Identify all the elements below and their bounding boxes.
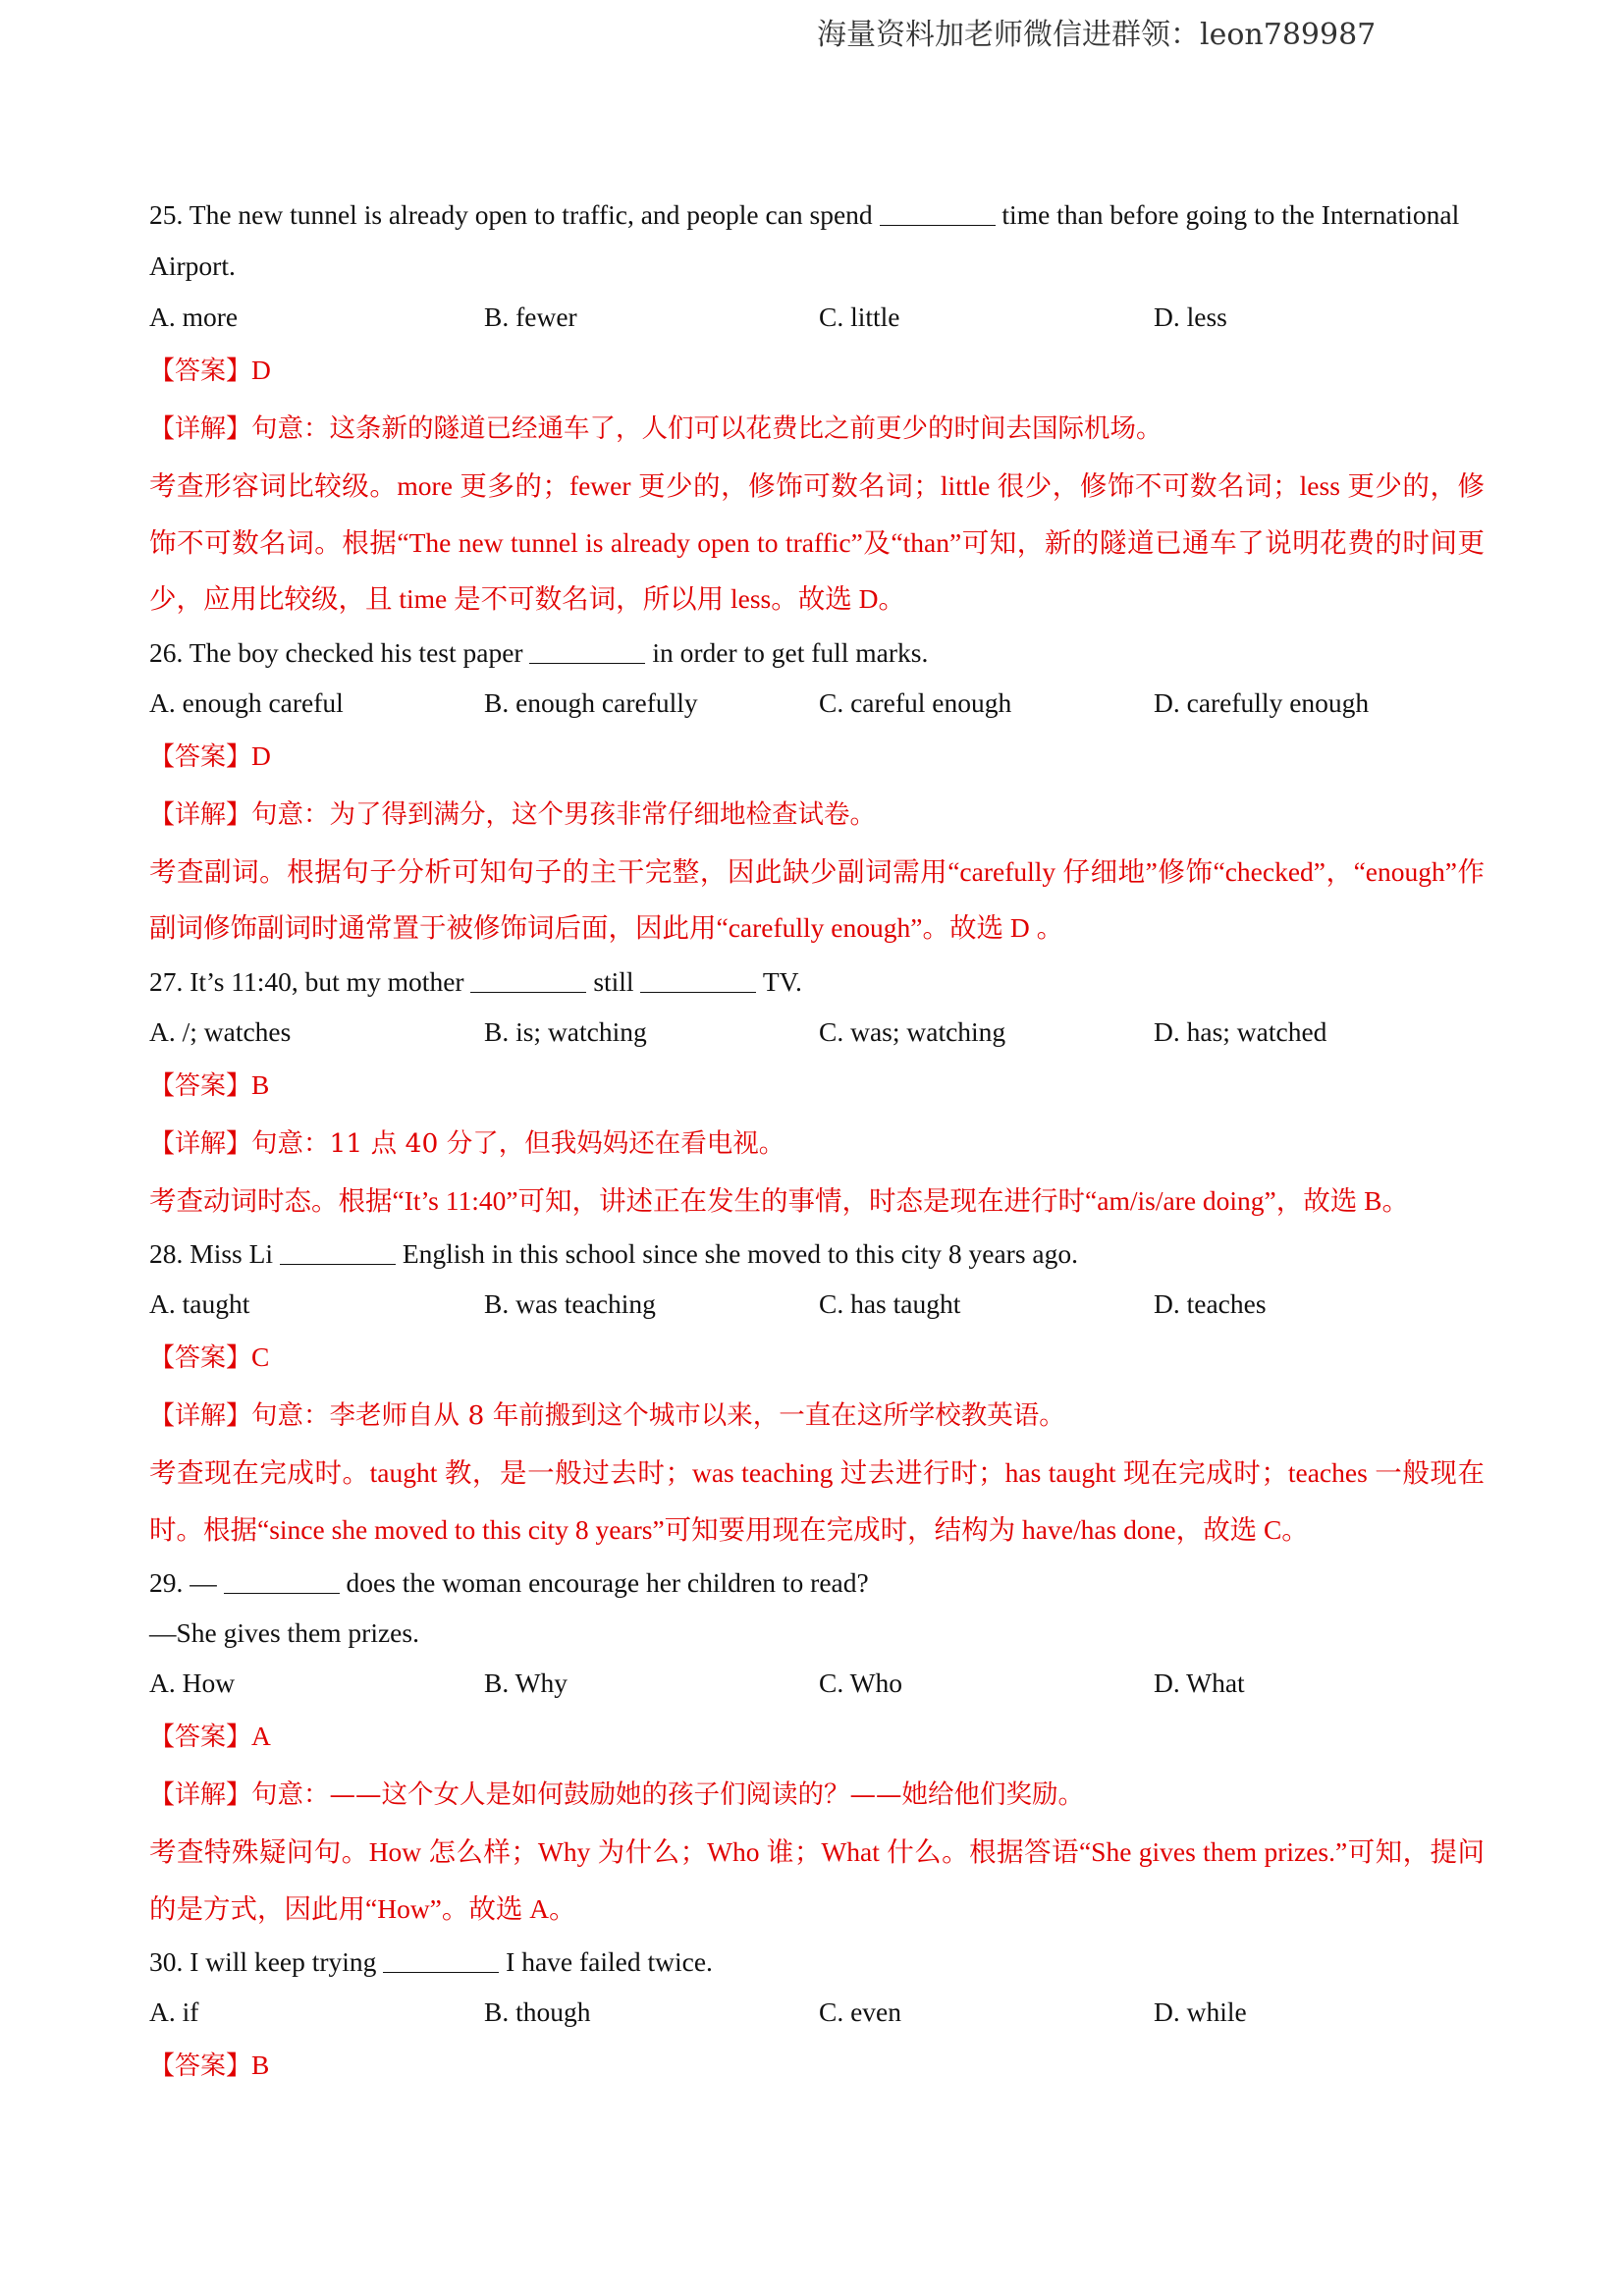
question-25 <box>149 190 1485 628</box>
question-29 <box>149 1558 1485 1937</box>
detail-label: 【详解】 <box>149 1401 252 1431</box>
stem-text: I have failed twice. <box>506 1946 713 1977</box>
stem-text: does the woman encourage her children to read? <box>346 1567 869 1598</box>
option-c: C. even <box>819 1996 902 2027</box>
question-stem <box>149 1229 1485 1279</box>
detail-label: 【详解】 <box>149 1128 252 1159</box>
question-number: 26. <box>149 636 184 668</box>
answer-line <box>149 1329 1485 1387</box>
stem-text: The new tunnel is already open to traffic, and people can spend <box>189 199 873 230</box>
option-d: D. has; watched <box>1154 1015 1327 1047</box>
detail-text: 句意：这条新的隧道已经通车了，人们可以花费比之前更少的时间去国际机场。 <box>251 413 1163 444</box>
answer-line <box>149 2037 1485 2095</box>
answer-blank <box>529 635 645 664</box>
stem-text: in order to get full marks. <box>652 636 929 668</box>
option-c: C. was; watching <box>819 1015 1006 1047</box>
detail-line <box>149 1115 1485 1173</box>
stem-text: — <box>189 1567 217 1598</box>
option-d: D. while <box>1154 1996 1247 2027</box>
analysis-text: 考查特殊疑问句。How 怎么样；Why 为什么；Who 谁；What 什么。根据答语“She gives them prizes.”可知，提问的是方式，因此用“How”。故选 A。 <box>149 1836 1485 1924</box>
stem-text: time than before going to the International Airport. <box>149 199 1460 281</box>
question-number: 30. <box>149 1946 184 1977</box>
option-c: C. little <box>819 301 900 332</box>
detail-label: 【详解】 <box>149 1780 252 1810</box>
option-c: C. careful enough <box>819 686 1012 718</box>
document-body <box>149 190 1485 2095</box>
answer-value: B <box>251 1068 270 1100</box>
options-row <box>149 1279 1485 1329</box>
detail-line <box>149 1387 1485 1445</box>
option-c: C. has taught <box>819 1288 961 1319</box>
question-stem <box>149 957 1485 1007</box>
answer-line <box>149 1708 1485 1766</box>
question-27 <box>149 957 1485 1230</box>
answer-line <box>149 728 1485 786</box>
analysis-text: 考查副词。根据句子分析可知句子的主干完整，因此缺少副词需用“carefully 仔细地”修饰“checked”，“enough”作副词修饰副词时通常置于被修饰词后面，因此用“carefully enough”。故选 D 。 <box>149 855 1485 943</box>
question-stem <box>149 1937 1485 1987</box>
option-b: B. enough carefully <box>484 686 698 718</box>
page-header-watermark: 海量资料加老师微信进群领：leon789987 <box>817 18 1377 52</box>
option-b: B. fewer <box>484 301 577 332</box>
question-26 <box>149 628 1485 957</box>
answer-label: 【答案】 <box>149 741 252 772</box>
detail-label: 【详解】 <box>149 799 252 830</box>
answer-blank <box>280 1237 396 1266</box>
option-a: A. taught <box>149 1288 250 1319</box>
answer-value: C <box>251 1341 270 1372</box>
question-30 <box>149 1937 1485 2095</box>
option-d: D. less <box>1154 301 1227 332</box>
answer-blank <box>383 1945 499 1974</box>
option-a: A. How <box>149 1667 236 1698</box>
answer-value: D <box>251 739 271 771</box>
analysis-text: 考查形容词比较级。more 更多的；fewer 更少的，修饰可数名词；little 很少，修饰不可数名词；less 更少的，修饰不可数名词。根据“The new tunnel is already open to traffic”及“than”可知，新的隧道已通车了说明花费的时间更少，应用比较级，且 time 是不可数名词，所以用 less。故选 D。 <box>149 470 1485 614</box>
stem-text: It’s 11:40, but my mother <box>189 965 464 997</box>
option-a: A. more <box>149 301 239 332</box>
answer-label: 【答案】 <box>149 2051 252 2081</box>
answer-value: A <box>251 1721 271 1751</box>
detail-text: 句意：为了得到满分，这个男孩非常仔细地检查试卷。 <box>251 798 877 830</box>
answer-blank <box>470 964 586 993</box>
options-row <box>149 1007 1485 1057</box>
answer-line <box>149 342 1485 400</box>
answer-value: B <box>251 2050 270 2080</box>
question-stem <box>149 190 1485 292</box>
option-a: A. if <box>149 1996 199 2027</box>
question-reply: —She gives them prizes. <box>149 1617 419 1648</box>
detail-text: 句意：——这个女人是如何鼓励她的孩子们阅读的？——她给他们奖励。 <box>251 1779 1085 1810</box>
answer-label: 【答案】 <box>149 1722 252 1752</box>
stem-text: I will keep trying <box>189 1946 377 1977</box>
question-stem <box>149 628 1485 678</box>
answer-line <box>149 1057 1485 1115</box>
option-c: C. Who <box>819 1667 903 1698</box>
question-stem <box>149 1558 1485 1608</box>
question-number: 28. <box>149 1238 184 1269</box>
option-a: A. enough careful <box>149 686 344 718</box>
question-28 <box>149 1229 1485 1558</box>
detail-text: 句意：11 点 40 分了，但我妈妈还在看电视。 <box>251 1127 785 1159</box>
stem-text: TV. <box>762 965 802 997</box>
stem-text: English in this school since she moved to this city 8 years ago. <box>402 1238 1078 1269</box>
option-d: D. teaches <box>1154 1288 1267 1319</box>
options-row <box>149 292 1485 342</box>
analysis-text: 考查现在完成时。taught 教，是一般过去时；was teaching 过去进行时；has taught 现在完成时；teaches 一般现在时。根据“since she moved to this city 8 years”可知要用现在完成时，结构为 have/has done，故选 C。 <box>149 1457 1485 1545</box>
detail-line <box>149 786 1485 844</box>
answer-label: 【答案】 <box>149 1343 252 1373</box>
option-b: B. was teaching <box>484 1288 656 1319</box>
question-number: 29. <box>149 1567 184 1598</box>
option-d: D. What <box>1154 1667 1245 1698</box>
detail-text: 句意：李老师自从 8 年前搬到这个城市以来，一直在这所学校教英语。 <box>251 1400 1065 1431</box>
detail-line <box>149 1766 1485 1824</box>
detail-line <box>149 400 1485 458</box>
analysis-text: 考查动词时态。根据“It’s 11:40”可知，讲述正在发生的事情，时态是现在进行时“am/is/are doing”，故选 B。 <box>149 1184 1409 1216</box>
stem-text: Miss Li <box>189 1238 274 1269</box>
options-row <box>149 1658 1485 1708</box>
option-a: A. /; watches <box>149 1015 292 1047</box>
question-number: 25. <box>149 199 184 230</box>
answer-label: 【答案】 <box>149 356 252 386</box>
options-row <box>149 1987 1485 2037</box>
answer-blank <box>880 198 996 227</box>
answer-value: D <box>251 355 271 385</box>
detail-label: 【详解】 <box>149 414 252 444</box>
option-d: D. carefully enough <box>1154 686 1370 718</box>
answer-blank <box>640 964 756 993</box>
answer-blank <box>224 1566 340 1595</box>
question-number: 27. <box>149 965 184 997</box>
stem-text: The boy checked his test paper <box>189 636 523 668</box>
option-b: B. Why <box>484 1667 568 1698</box>
stem-text: still <box>593 965 634 997</box>
option-b: B. is; watching <box>484 1015 647 1047</box>
option-b: B. though <box>484 1996 591 2027</box>
options-row <box>149 678 1485 728</box>
answer-label: 【答案】 <box>149 1070 252 1101</box>
